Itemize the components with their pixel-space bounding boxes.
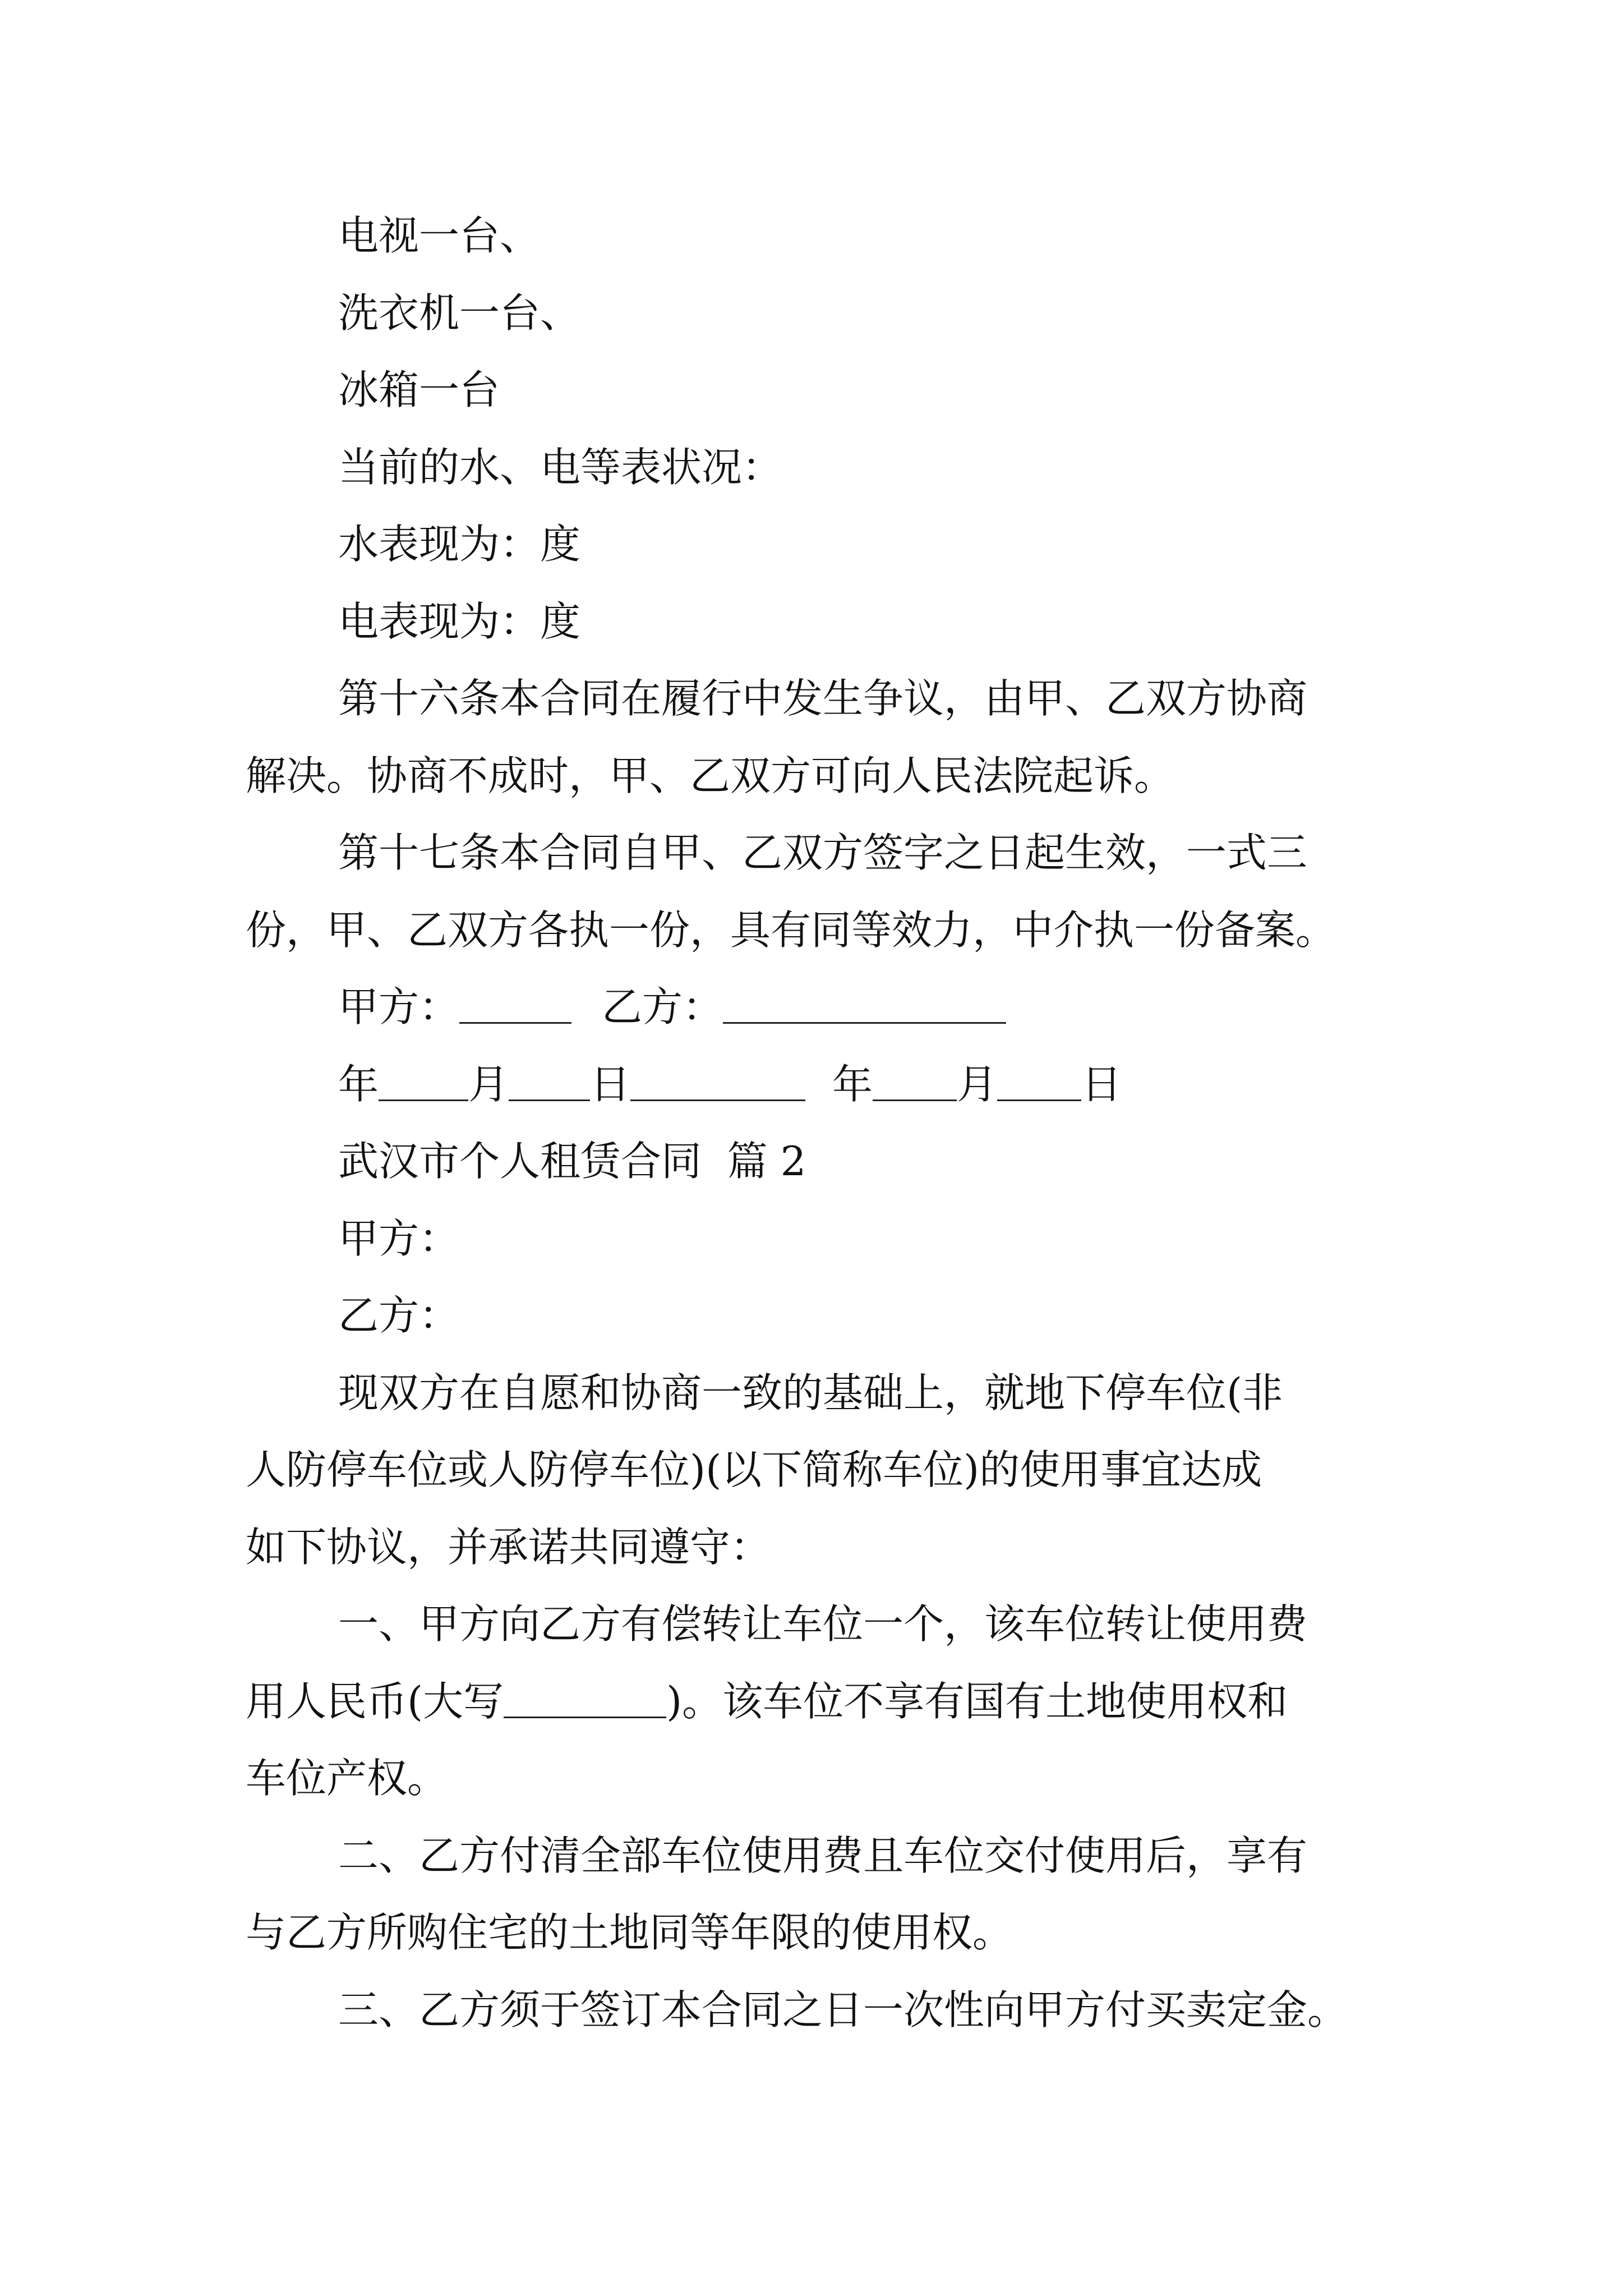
date-b-year: 年 — [832, 1061, 873, 1108]
party-b-blank — [723, 979, 1006, 1035]
party-a-blank — [459, 979, 571, 1035]
section-2-party-a: 甲方： — [338, 1215, 460, 1262]
article-2-line-1: 二、乙方付清全部车位使用费且车位交付使用后，享有 — [338, 1832, 1308, 1879]
party-a-label: 甲方： — [338, 983, 460, 1030]
date-b-day: 日 — [1081, 1061, 1122, 1108]
meter-status-heading: 当前的水、电等表状况： — [338, 444, 783, 491]
water-meter-reading: 水表现为：度 — [338, 521, 581, 568]
signature-parties-line — [338, 979, 1390, 1035]
item-washing-machine: 洗衣机一台、 — [338, 289, 581, 337]
electric-meter-reading: 电表现为：度 — [338, 598, 581, 645]
section-2-party-b: 乙方： — [338, 1292, 460, 1339]
date-b-month-blank — [873, 1056, 957, 1112]
article-3-line-1: 三、乙方须于签订本合同之日一次性向甲方付买卖定金。 — [338, 1986, 1348, 2033]
date-separator-blank — [630, 1056, 805, 1112]
intro-line-1: 现双方在自愿和协商一致的基础上，就地下停车位(非 — [338, 1369, 1283, 1416]
article-1-line-1: 一、甲方向乙方有偿转让车位一个，该车位转让使用费 — [338, 1600, 1308, 1648]
date-b-day-blank — [997, 1056, 1081, 1112]
amount-in-words-blank — [504, 1673, 666, 1729]
item-fridge: 冰箱一台 — [338, 366, 500, 413]
article-2-line-2: 与乙方所购住宅的土地同等年限的使用权。 — [246, 1909, 1013, 1956]
signature-date-line — [338, 1056, 1390, 1112]
date-b-month: 月 — [957, 1061, 998, 1108]
date-a-month: 月 — [468, 1061, 509, 1108]
date-a-day: 日 — [590, 1061, 631, 1108]
date-a-month-blank — [379, 1056, 468, 1112]
clause-16-line-1: 第十六条本合同在履行中发生争议，由甲、乙双方协商 — [338, 675, 1308, 722]
clause-16-line-2: 解决。协商不成时，甲、乙双方可向人民法院起诉。 — [246, 752, 1175, 799]
article-1-line-2 — [246, 1673, 1390, 1729]
clause-17-line-2: 份，甲、乙双方各执一份，具有同等效力，中介执一份备案。 — [246, 907, 1336, 954]
article-1-amount-prefix: 用人民币(大写 — [246, 1678, 504, 1725]
article-1-line-3: 车位产权。 — [246, 1755, 448, 1802]
date-a-year: 年 — [338, 1061, 379, 1108]
intro-line-2: 人防停车位或人防停车位)(以下简称车位)的使用事宜达成 — [246, 1446, 1262, 1493]
article-1-amount-suffix: )。该车位不享有国有土地使用权和 — [666, 1678, 1288, 1725]
clause-17-line-1: 第十七条本合同自甲、乙双方签字之日起生效，一式三 — [338, 829, 1308, 876]
intro-line-3: 如下协议，并承诺共同遵守： — [246, 1524, 771, 1571]
date-a-day-blank — [509, 1056, 590, 1112]
item-tv: 电视一台、 — [338, 212, 541, 259]
party-b-label: 乙方： — [602, 983, 723, 1030]
section-2-title: 武汉市个人租赁合同 篇 2 — [338, 1138, 806, 1185]
